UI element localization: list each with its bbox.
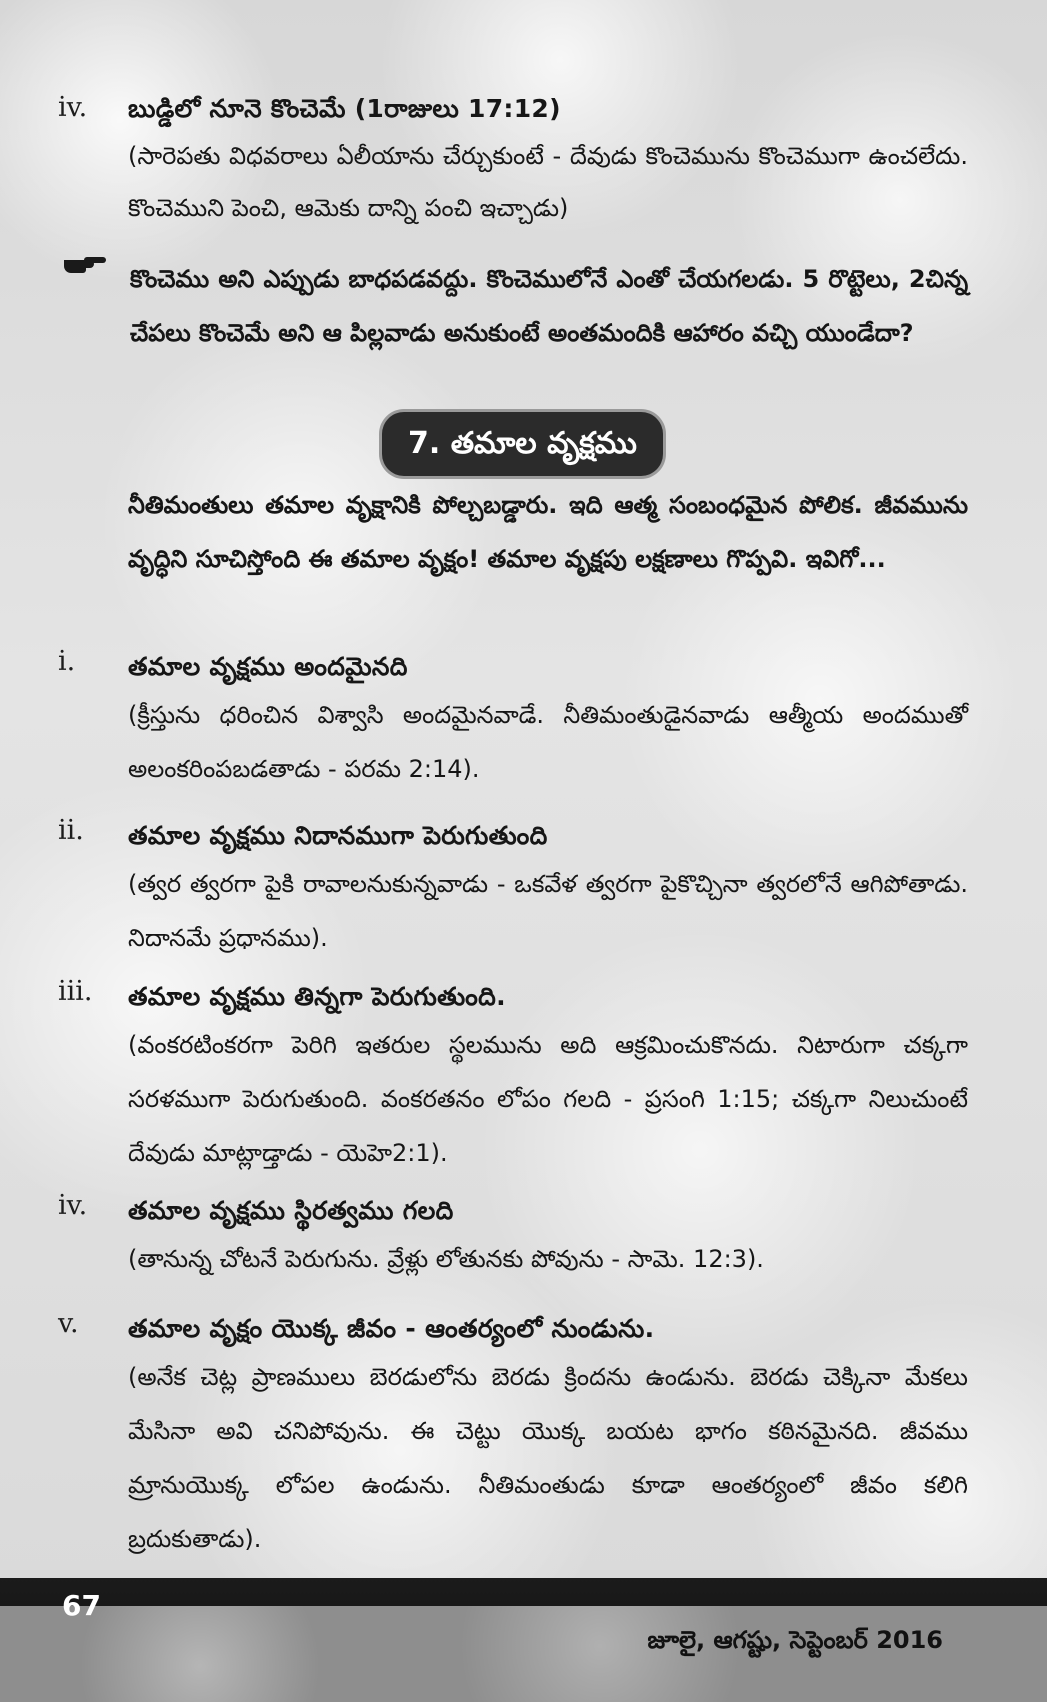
item-number: iv. bbox=[58, 1190, 88, 1221]
item-heading: తమాల వృక్షం యొక్క జీవం - ఆంతర్యంలో నుండును. bbox=[128, 1314, 655, 1343]
note-text: కొంచెము అని ఎప్పుడు బాధపడవద్దు. కొంచెములోనే ఎంతో చేయగలడు. 5 రొట్టెలు, 2చిన్న చేపలు కొంచెమే అని ఆ పిల్లవాడు అనుకుంటే అంతమందికి ఆహారం వచ్చి యుండేదా? bbox=[130, 265, 968, 347]
item-heading: తమాల వృక్షము తిన్నగా పెరుగుతుంది. bbox=[128, 982, 506, 1011]
list-item bbox=[58, 1190, 968, 1286]
note-block bbox=[62, 252, 968, 360]
item-text: (అనేక చెట్ల ప్రాణములు బెరడులోను బెరడు క్రిందను ఉండును. బెరడు చెక్కినా మేకలు మేసినా అవి చనిపోవును. ఈ చెట్టు యొక్క బయట భాగం కఠినమైనది. జీవము మ్రానుయొక్క లోపల ఉండును. నీతిమంతుడు కూడా ఆంతర్యంలో జీవం కలిగి బ్రదుకుతాడు). bbox=[128, 1363, 968, 1553]
item-text: (వంకరటింకరగా పెరిగి ఇతరుల స్థలమును అది ఆక్రమించుకొనదు. నిటారుగా చక్కగా సరళముగా పెరుగుతుంది. వంకరతనం లోపం గలది - ప్రసంగి 1:15; చక్కగా నిలుచుంటే దేవుడు మాట్లాడ్తాడు - యెహె2:1). bbox=[128, 1031, 968, 1167]
item-text: (క్రీస్తును ధరించిన విశ్వాసి అందమైనవాడే. నీతిమంతుడైనవాడు ఆత్మీయ అందముతో అలంకరింపబడతాడు - పరమ 2:14). bbox=[128, 701, 968, 783]
item-text: (తానున్న చోటనే పెరుగును. వ్రేళ్లు లోతునకు పోవును - సామె. 12:3). bbox=[128, 1245, 764, 1273]
item-number: iii. bbox=[58, 976, 93, 1007]
pointing-hand-icon bbox=[62, 252, 110, 276]
item-heading: బుడ్డిలో నూనె కొంచెమే (1రాజులు 17:12) bbox=[128, 94, 561, 123]
item-number: i. bbox=[58, 646, 76, 677]
section-intro: నీతిమంతులు తమాల వృక్షానికి పోల్చబడ్డారు. ఇది ఆత్మ సంబంధమైన పోలిక. జీవమును వృద్ధిని సూచిస్తోంది ఈ తమాల వృక్షం! తమాల వృక్షపు లక్షణాలు గొప్పవి. ఇవిగో... bbox=[128, 491, 968, 573]
item-iv-top bbox=[58, 88, 968, 234]
list-item bbox=[58, 815, 968, 965]
item-heading: తమాల వృక్షము అందమైనది bbox=[128, 652, 408, 681]
list-item bbox=[58, 646, 968, 796]
item-text: (త్వర త్వరగా పైకి రావాలనుకున్నవాడు - ఒకవేళ త్వరగా పైకొచ్చినా త్వరలోనే ఆగిపోతాడు. నిదానమే ప్రధానము). bbox=[128, 870, 968, 952]
item-number: ii. bbox=[58, 815, 84, 846]
item-heading: తమాల వృక్షము నిదానముగా పెరుగుతుంది bbox=[128, 821, 548, 850]
item-heading: తమాల వృక్షము స్థిరత్వము గలది bbox=[128, 1196, 454, 1225]
issue-date: జూలై, ఆగష్టు, సెప్టెంబర్ 2016 bbox=[647, 1626, 943, 1654]
item-number: v. bbox=[58, 1308, 79, 1339]
item-text: (సారెపతు విధవరాలు ఏలీయాను చేర్చుకుంటే - దేవుడు కొంచెమును కొంచెముగా ఉంచలేదు. కొంచెముని పెంచి, ఆమెకు దాన్ని పంచి ఇచ్చాడు) bbox=[128, 142, 968, 222]
page-number: 67 bbox=[62, 1589, 101, 1622]
item-number: iv. bbox=[58, 92, 88, 123]
list-item bbox=[58, 976, 968, 1180]
page-footer bbox=[0, 1578, 1047, 1702]
list-item bbox=[58, 1308, 968, 1566]
section-title: 7. తమాల వృక్షము bbox=[382, 412, 663, 476]
